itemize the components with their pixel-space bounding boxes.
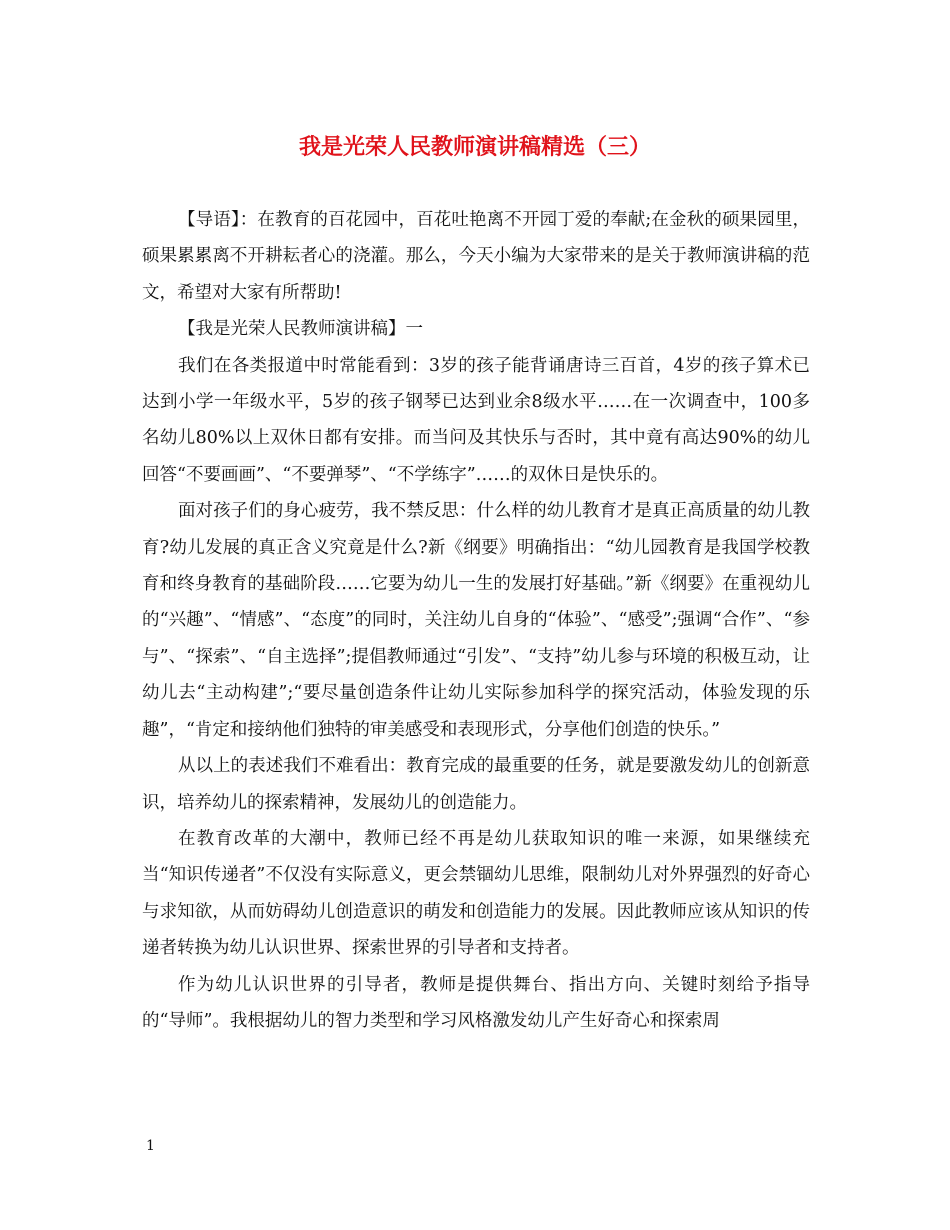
document-body (142, 202, 810, 1039)
paragraph: 我们在各类报道中时常能看到：3岁的孩子能背诵唐诗三百首，4岁的孩子算术已达到小学一年级水平，5岁的孩子钢琴已达到业余8级水平……在一次调查中，100多名幼儿80%以上双休日都有安排。而当问及其快乐与否时，其中竟有高达90%的幼儿回答“不要画画”、“不要弹琴”、“不学练字”……的双休日是快乐的。 (142, 355, 810, 485)
document-title: 我是光荣人民教师演讲稿精选（三） (298, 134, 651, 160)
paragraph-intro: 【导语】：在教育的百花园中，百花吐艳离不开园丁爱的奉献;在金秋的硕果园里，硕果累累离不开耕耘者心的浇灌。那么，今天小编为大家带来的是关于教师演讲稿的范文，希望对大家有所帮助! (142, 210, 810, 303)
paragraph: 在教育改革的大潮中，教师已经不再是幼儿获取知识的唯一来源，如果继续充当“知识传递者”不仅没有实际意义，更会禁锢幼儿思维，限制幼儿对外界强烈的好奇心与求知欲，从而妨碍幼儿创造意识的萌发和创造能力的发展。因此教师应该从知识的传递者转换为幼儿认识世界、探索世界的引导者和支持者。 (142, 828, 810, 959)
paragraph-section-heading: 【我是光荣人民教师演讲稿】一 (178, 319, 423, 340)
paragraph: 面对孩子们的身心疲劳，我不禁反思：什么样的幼儿教育才是真正高质量的幼儿教育?幼儿发展的真正含义究竟是什么?新《纲要》明确指出：“幼儿园教育是我国学校教育和终身教育的基础阶段……它要为幼儿一生的发展打好基础。”新《纲要》在重视幼儿的“兴趣”、“情感”、“态度”的同时，关注幼儿自身的“体验”、“感受”;强调“合作”、“参与”、“探索”、“自主选择”;提倡教师通过“引发”、“支持”幼儿参与环境的积极互动，让幼儿去“主动构建”;“要尽量创造条件让幼儿实际参加科学的探究活动，体验发现的乐趣”，“肯定和接纳他们独特的审美感受和表现形式，分享他们创造的快乐。” (142, 501, 810, 740)
page-number: 1 (146, 1138, 155, 1154)
paragraph: 从以上的表述我们不难看出：教育完成的最重要的任务，就是要激发幼儿的创新意识，培养幼儿的探索精神，发展幼儿的创造能力。 (142, 756, 810, 813)
paragraph: 作为幼儿认识世界的引导者，教师是提供舞台、指出方向、关键时刻给予指导的“导师”。我根据幼儿的智力类型和学习风格激发幼儿产生好奇心和探索周 (142, 974, 810, 1031)
